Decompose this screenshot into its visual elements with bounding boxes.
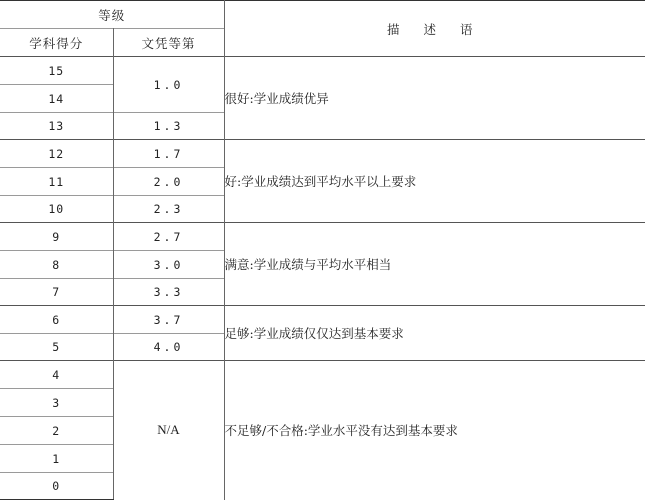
score-cell: 5 (0, 334, 113, 361)
score-cell: 9 (0, 223, 113, 251)
description-cell: 足够:学业成绩仅仅达到基本要求 (224, 306, 645, 361)
score-cell: 10 (0, 196, 113, 223)
description-header: 描 述 语 (224, 1, 645, 57)
cert-column-header: 文凭等第 (113, 29, 224, 57)
cert-cell: 4.0 (113, 334, 224, 361)
cert-cell: 3.3 (113, 279, 224, 306)
score-cell: 1 (0, 445, 113, 473)
description-cell: 好:学业成绩达到平均水平以上要求 (224, 140, 645, 223)
cert-cell: 2.7 (113, 223, 224, 251)
header-row-1 (0, 1, 645, 29)
description-cell: 很好:学业成绩优异 (224, 57, 645, 140)
score-cell: 8 (0, 251, 113, 279)
table-row (0, 223, 645, 251)
score-cell: 11 (0, 168, 113, 196)
cert-cell: 1.7 (113, 140, 224, 168)
cert-cell: 1.3 (113, 113, 224, 140)
cert-cell: 3.7 (113, 306, 224, 334)
grade-group-header: 等级 (0, 1, 224, 29)
cert-cell-na: N/A (113, 361, 224, 500)
description-cell: 不足够/不合格:学业水平没有达到基本要求 (224, 361, 645, 500)
score-cell: 6 (0, 306, 113, 334)
score-cell: 15 (0, 57, 113, 85)
score-cell: 0 (0, 473, 113, 500)
score-cell: 4 (0, 361, 113, 389)
table-row (0, 361, 645, 389)
table-row (0, 57, 645, 85)
score-cell: 13 (0, 113, 113, 140)
table-row (0, 306, 645, 334)
description-cell: 满意:学业成绩与平均水平相当 (224, 223, 645, 306)
score-cell: 14 (0, 85, 113, 113)
score-cell: 7 (0, 279, 113, 306)
cert-cell: 3.0 (113, 251, 224, 279)
score-cell: 12 (0, 140, 113, 168)
cert-cell: 2.3 (113, 196, 224, 223)
score-cell: 2 (0, 417, 113, 445)
cert-cell: 1.0 (113, 57, 224, 113)
table-row (0, 140, 645, 168)
score-column-header: 学科得分 (0, 29, 113, 57)
score-cell: 3 (0, 389, 113, 417)
cert-cell: 2.0 (113, 168, 224, 196)
